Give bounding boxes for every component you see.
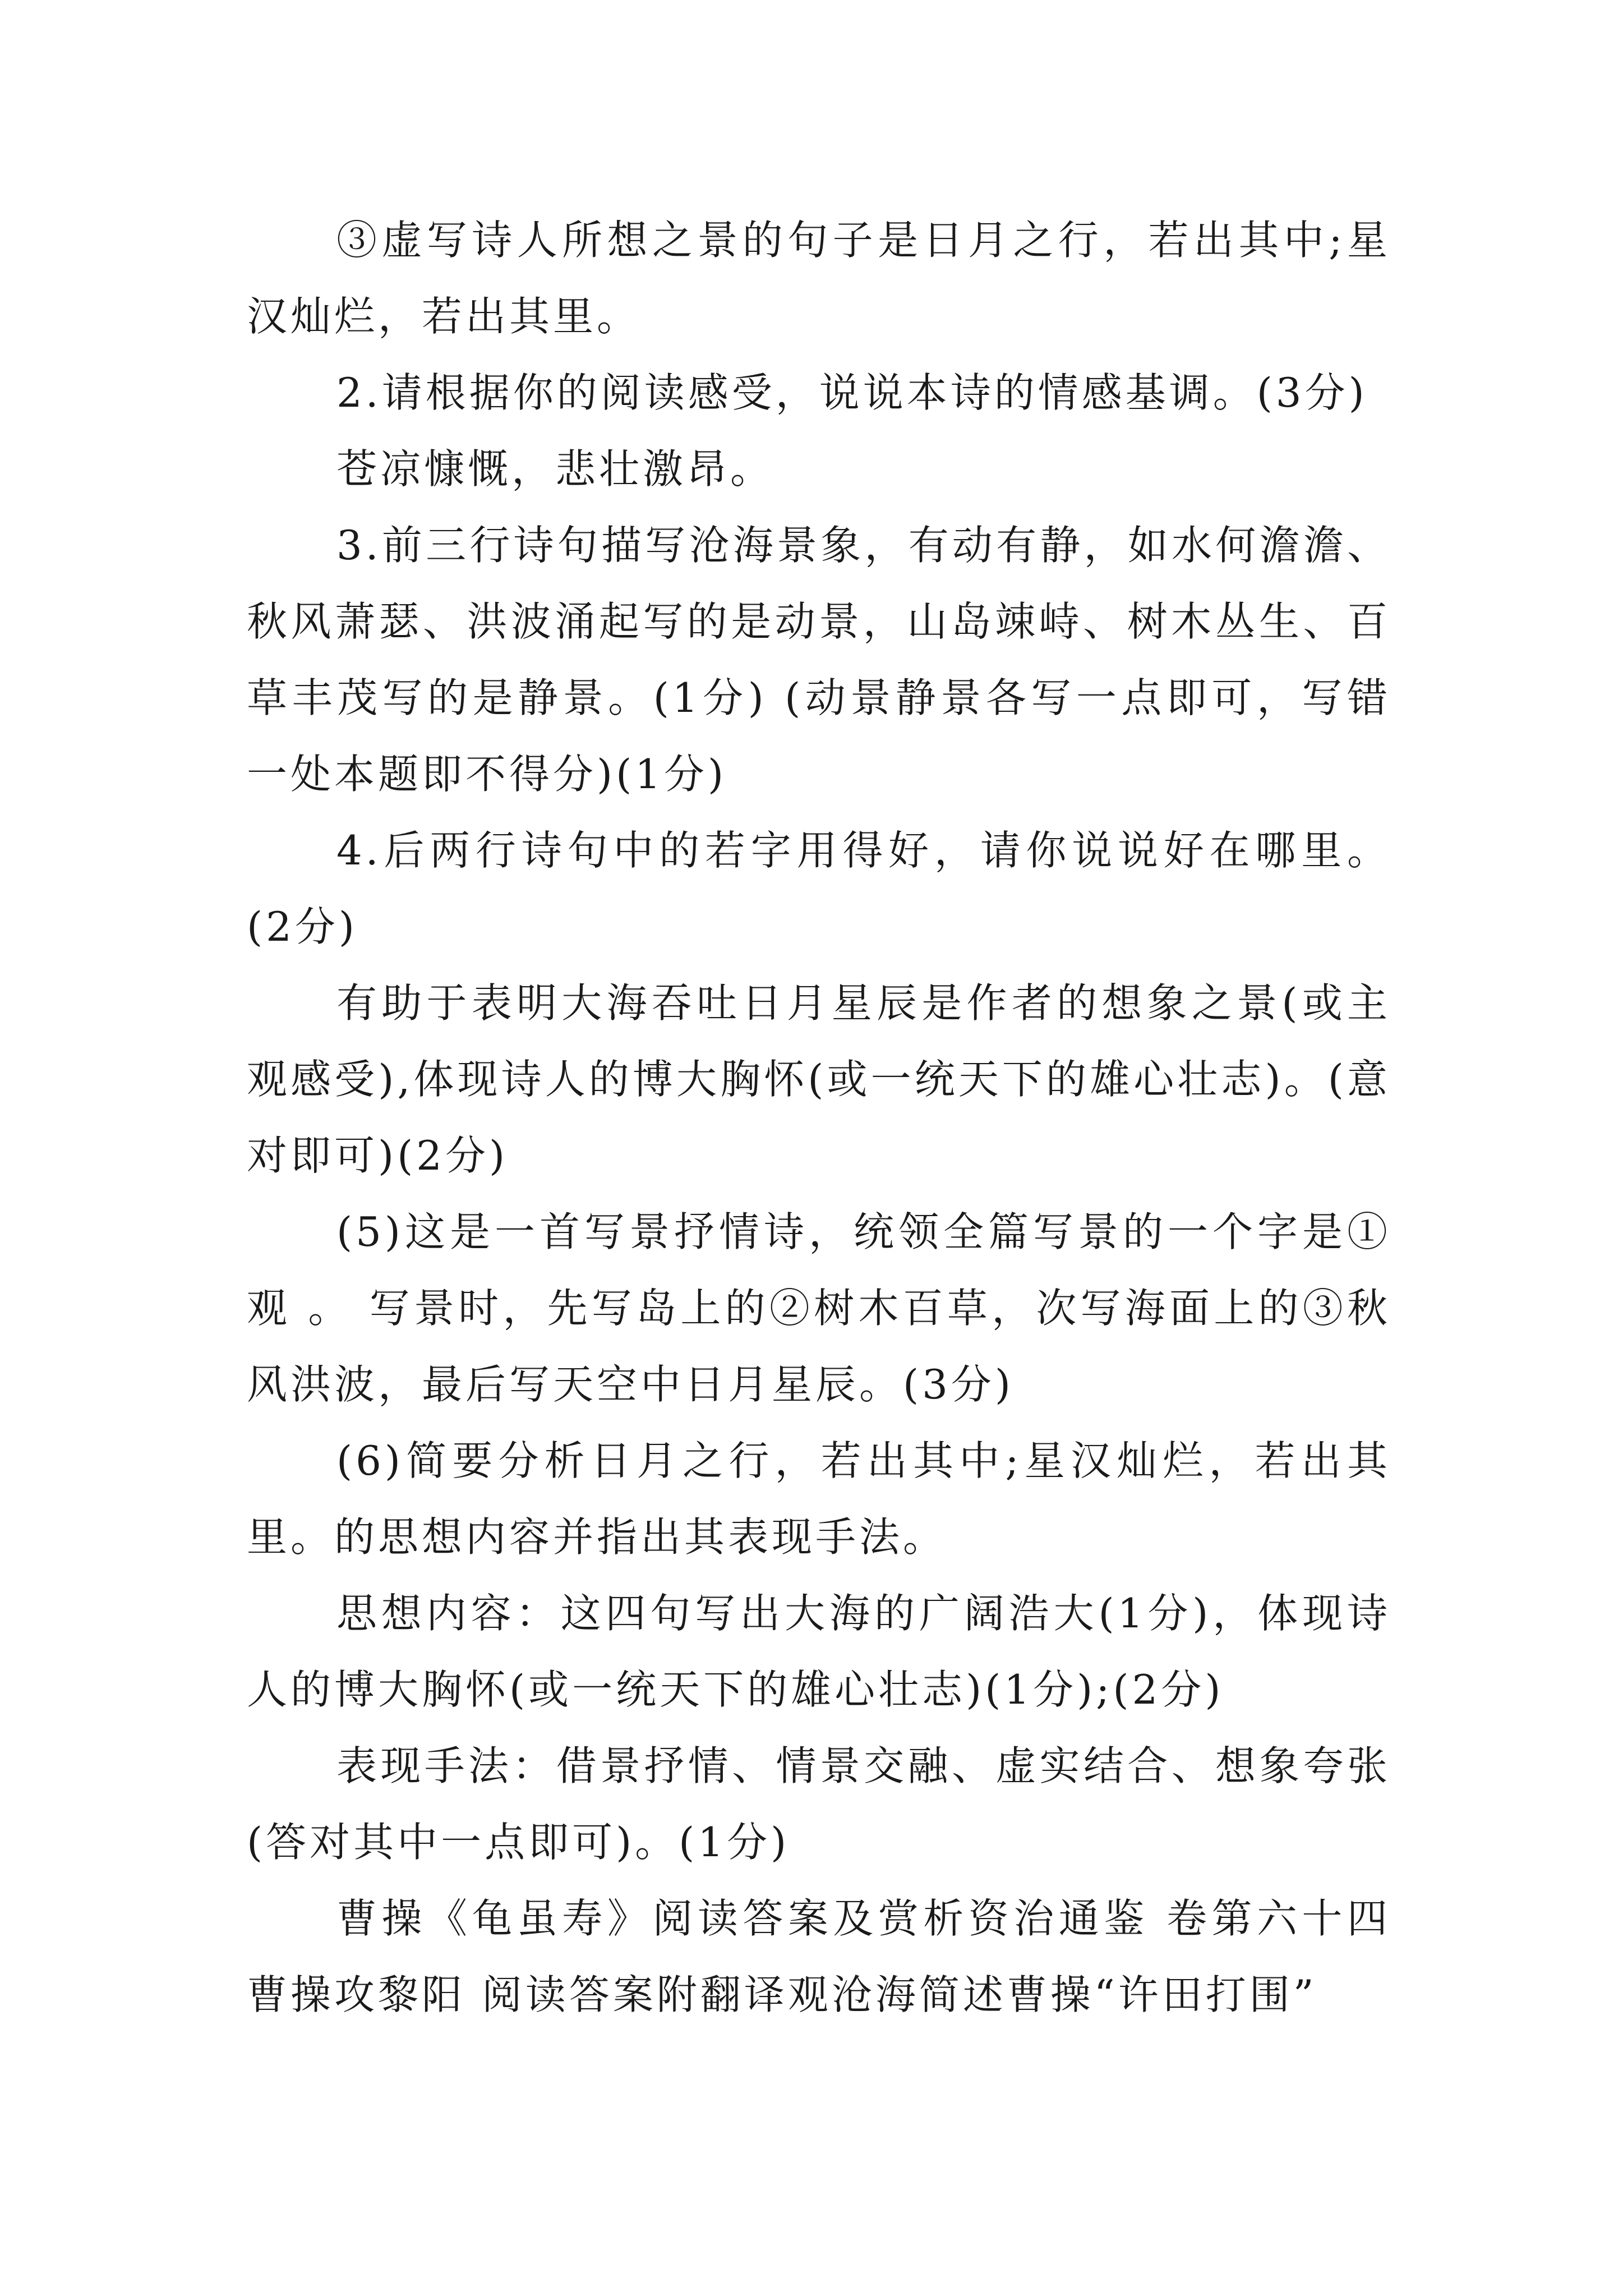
- paragraph-question-4: 4.后两行诗句中的若字用得好，请你说说好在哪里。(2分): [247, 827, 1391, 950]
- paragraph-question-3-answer: 3.前三行诗句描写沧海景象，有动有静，如水何澹澹、秋风萧瑟、洪波涌起写的是动景，山岛竦峙、树木丛生、百草丰茂写的是静景。(1分) (动景静景各写一点即可，写错一处本题即不得分)(1分): [247, 522, 1391, 798]
- paragraph-question-6: (6)简要分析日月之行，若出其中;星汉灿烂，若出其里。的思想内容并指出其表现手法。: [247, 1437, 1391, 1561]
- paragraph-question-2: 2.请根据你的阅读感受，说说本诗的情感基调。(3分): [336, 369, 1368, 416]
- document-body: [247, 202, 1391, 2033]
- paragraph-related-links: 曹操《龟虽寿》阅读答案及赏析资治通鉴 卷第六十四曹操攻黎阳 阅读答案附翻译观沧海简述曹操“许田打围”: [247, 1895, 1391, 2018]
- paragraph-answer-4: 有助于表明大海吞吐日月星辰是作者的想象之景(或主观感受),体现诗人的博大胸怀(或一统天下的雄心壮志)。(意对即可)(2分): [247, 979, 1391, 1179]
- paragraph-answer-content: 思想内容：这四句写出大海的广阔浩大(1分)，体现诗人的博大胸怀(或一统天下的雄心壮志)(1分);(2分): [247, 1590, 1391, 1713]
- paragraph-answer-emotional-tone: 苍凉慷慨，悲壮激昂。: [336, 445, 774, 493]
- paragraph-answer-3: ③虚写诗人所想之景的句子是日月之行，若出其中;星汉灿烂，若出其里。: [247, 217, 1391, 340]
- paragraph-answer-technique: 表现手法：借景抒情、情景交融、虚实结合、想象夸张(答对其中一点即可)。(1分): [247, 1742, 1391, 1866]
- paragraph-question-5-answer: (5)这是一首写景抒情诗，统领全篇写景的一个字是①观 。 写景时，先写岛上的②树木百草，次写海面上的③秋风洪波，最后写天空中日月星辰。(3分): [247, 1208, 1391, 1408]
